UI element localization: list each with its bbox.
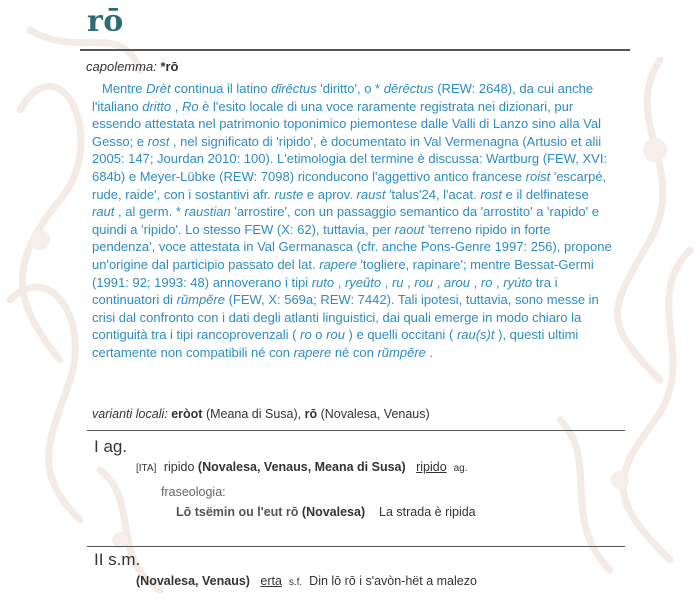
sense-locations: (Novalesa, Venaus, Meana di Susa) xyxy=(197,460,406,474)
sense-translation-link[interactable]: erta xyxy=(260,574,282,588)
sense-row xyxy=(136,460,468,474)
headword: rō xyxy=(87,4,124,39)
variants-label: varianti locali: xyxy=(92,407,168,421)
phraseology-label: fraseologia: xyxy=(161,485,226,499)
variant-location: (Novalesa, Venaus) xyxy=(317,407,430,421)
section-divider xyxy=(87,546,625,547)
part-of-speech: s.f. xyxy=(288,577,303,588)
variant-location: (Meana di Susa), xyxy=(202,407,305,421)
sense-word: ripido xyxy=(163,460,195,474)
phrase-location: (Novalesa) xyxy=(301,505,366,519)
variant-form: rō xyxy=(304,407,318,421)
example-sentence: Din lō rō i s'avòn-hët a malezo xyxy=(309,574,477,588)
phrase: Lō tsëmin ou l'eut rō xyxy=(176,505,299,519)
section-heading-adjective: I ag. xyxy=(94,437,128,456)
sense-locations: (Novalesa, Venaus) xyxy=(136,574,250,588)
capolemma-label: capolemma: xyxy=(86,59,157,74)
etymology-paragraph: Mentre Drèt continua il latino dīrēctus 'diritto', o * dērēctus (REW: 2648), da cui anche l'italiano dritto , Ro è l'esito locale di una voce raramente registrata nei dizionari, pur essendo attestata nel patrimonio toponimico piemontese dalle Valli di Lanzo sino alla Val Gesso; e rost , nel significato di 'ripido', è documentato in Val Vermenagna (Artusio et alii 2005: 147; Jourdan 2010: 100). L'etimologia del termine è discussa: Wartburg (FEW, XVI: 684b) e Meyer-Lübke (REW: 7098) riconducono l'aggettivo antico francese roist 'escarpé, rude, raide', con i sostantivi afr. ruste e aprov. raust 'talus'24, l'acat. rost e il delfinatese raut , al germ. * raustian 'arrostire', con un passaggio semantico da 'arrostito' a 'rapido' e quindi a 'ripido'. Lo stesso FEW (X: 62), tuttavia, per raout 'terreno ripido in forte pendenza', voce attestata in Val Germanasca (cfr. anche Pons-Genre 1997: 256), propone un'origine dal participio passato del lat. rapere 'togliere, rapinare'; mentre Bessat-Germi (1991: 92; 1993: 48) annoverano i tipi ruto , ryeûto , ru , rou , arou , ro , ryúto tra i continuatori di rŭmpĕre (FEW, X: 569a; REW: 7442). Tali ipotesi, tuttavia, sono messe in crisi dal confronto con i dati degli atlanti linguistici, dai quali emerge in modo chiaro la contiguità tra i tipi rancoprovenzali ( ro o rou ) e quelli occitani ( rau(s)t ), questi ultimi certamente non compatibili né con rapere né con rŭmpĕre . xyxy=(92,81,612,360)
sense-translation-link[interactable]: ripido xyxy=(416,460,447,474)
local-variants xyxy=(92,407,430,421)
section-divider xyxy=(87,430,625,431)
variant-form: eròot xyxy=(171,407,203,421)
language-tag: [ITA] xyxy=(136,463,157,474)
section-heading-noun: II s.m. xyxy=(94,550,141,569)
headword-divider xyxy=(80,49,630,51)
sense-row xyxy=(136,574,477,588)
phraseology-row xyxy=(176,505,476,519)
capolemma-value: *rō xyxy=(160,59,179,74)
phrase-translation: La strada è ripida xyxy=(379,505,476,519)
part-of-speech: ag. xyxy=(453,463,468,474)
capolemma xyxy=(86,59,179,74)
